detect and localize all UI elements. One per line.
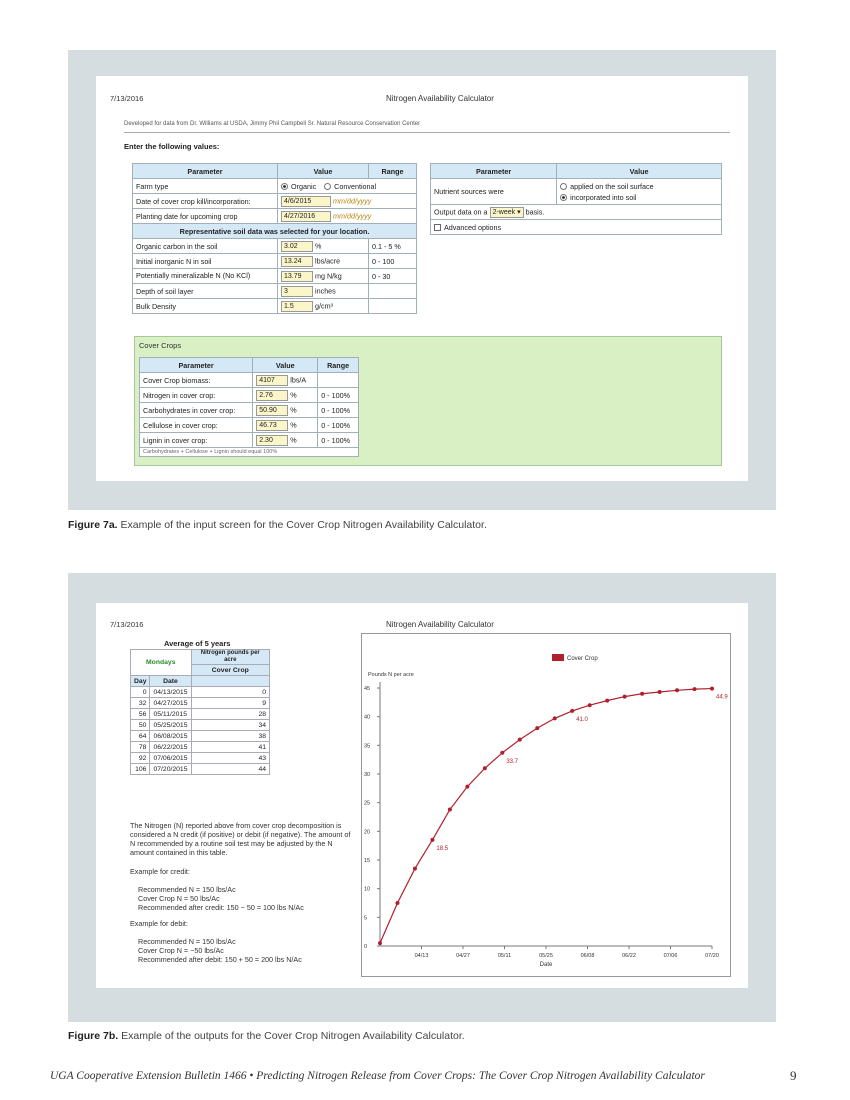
y-tick-label: 30: [364, 772, 371, 778]
range: 0 - 100%: [318, 403, 359, 418]
incorporated-radio[interactable]: [560, 194, 567, 201]
y-tick-label: 10: [364, 886, 371, 893]
day-cell: 64: [131, 731, 150, 742]
col-value: Value: [557, 164, 722, 179]
date-cell: 04/27/2015: [150, 698, 191, 709]
cover-crops-title: Cover Crops: [139, 341, 182, 350]
data-label: 44.9: [716, 694, 728, 701]
data-point: [553, 716, 557, 720]
col-parameter: Parameter: [140, 358, 253, 373]
unit: lbs/A: [290, 374, 307, 384]
n-cell: 0: [191, 687, 270, 698]
x-tick-label: 07/20: [705, 953, 719, 959]
data-point: [413, 867, 417, 871]
day-cell: 32: [131, 698, 150, 709]
day-cell: 50: [131, 720, 150, 731]
data-point: [623, 695, 627, 699]
mondays-label: Mondays: [131, 650, 192, 676]
data-point: [500, 751, 504, 755]
cover-crops-table: [139, 357, 359, 457]
farm-type-options: [278, 179, 417, 194]
table-row: [131, 753, 270, 764]
col-cover-crop: Cover Crop: [191, 665, 270, 676]
col-parameter: Parameter: [133, 164, 278, 179]
data-point: [693, 687, 697, 691]
debit-title: Example for debit:: [130, 919, 188, 928]
input-screen: [96, 76, 748, 481]
data-point: [710, 687, 714, 691]
x-tick-label: 06/08: [580, 953, 595, 959]
print-date: 7/13/2016: [110, 620, 144, 629]
unit: g/cm³: [315, 300, 333, 310]
unit: %: [290, 389, 297, 399]
table-row: [131, 709, 270, 720]
col-date: Date: [150, 676, 191, 687]
data-point: [378, 941, 382, 945]
x-tick-label: 05/25: [539, 953, 553, 959]
table-row: [131, 698, 270, 709]
x-tick-label: 06/22: [622, 953, 636, 959]
date-format-hint: mm/dd/yyyy: [333, 210, 372, 220]
output-screen: [96, 603, 748, 988]
n-cell: 28: [191, 709, 270, 720]
n-cell: 34: [191, 720, 270, 731]
unit: mg N/kg: [315, 270, 342, 280]
data-point: [640, 692, 644, 696]
y-tick-label: 5: [364, 915, 368, 922]
x-tick-label: 04/27: [456, 953, 470, 959]
debit-example: [138, 937, 302, 964]
output-options-table: [430, 163, 722, 235]
cover-crops-panel: [134, 336, 722, 466]
data-label: 18.5: [436, 845, 449, 852]
data-label: 41.0: [576, 716, 588, 723]
x-tick-label: 04/13: [414, 953, 429, 959]
caption-text: Example of the input screen for the Cover Crop Nitrogen Availability Calculator.: [120, 519, 487, 531]
credit-line: Cover Crop N = 50 lbs/Ac: [138, 894, 220, 903]
param-label: Potentially mineralizable N (No KCl): [133, 269, 278, 284]
col-value: Value: [253, 358, 318, 373]
col-range: Range: [368, 164, 416, 179]
col-value: Value: [278, 164, 369, 179]
table-row: [131, 764, 270, 775]
date-cell: 06/22/2015: [150, 742, 191, 753]
day-cell: 78: [131, 742, 150, 753]
unit: lbs/acre: [315, 255, 341, 265]
explanation-text: The Nitrogen (N) reported above from cover crop decomposition is considered a N credit (if positive) or debit (if negative). The amount of N recommended by a routine soil test may be adjusted by the N amount contained in this table.: [130, 821, 351, 857]
debit-line: Cover Crop N = −50 lbs/Ac: [138, 946, 224, 955]
day-cell: 0: [131, 687, 150, 698]
date-cell: 05/25/2015: [150, 720, 191, 731]
data-point: [675, 688, 679, 692]
kill-date-input[interactable]: 4/6/2015: [281, 196, 331, 207]
instruction: Enter the following values:: [124, 142, 220, 151]
y-tick-label: 25: [364, 800, 371, 807]
organic-label: Organic: [291, 181, 317, 191]
legend-label: Cover Crop: [567, 656, 598, 662]
organic-radio[interactable]: [281, 183, 288, 190]
y-tick-label: 15: [364, 858, 371, 864]
x-tick-label: 05/11: [497, 953, 512, 959]
col-range: Range: [318, 358, 359, 373]
planting-date-label: Planting date for upcoming crop: [133, 209, 278, 224]
data-point: [448, 808, 452, 812]
table-row: [131, 687, 270, 698]
surface-label: applied on the soil surface: [570, 181, 654, 191]
param-label: Lignin in cover crop:: [140, 433, 253, 448]
data-label: 33.7: [506, 758, 519, 765]
organic-carbon-input[interactable]: 3.02: [281, 241, 313, 252]
day-cell: 92: [131, 753, 150, 764]
y-tick-label: 45: [364, 686, 371, 692]
figure-7b-frame: [68, 573, 776, 1022]
table-title: Average of 5 years: [164, 639, 231, 648]
data-point: [395, 901, 399, 905]
credit-example: [138, 885, 304, 912]
date-cell: 05/11/2015: [150, 709, 191, 720]
data-point: [465, 785, 469, 789]
param-label: Organic carbon in the soil: [133, 239, 278, 254]
unit: %: [290, 404, 297, 414]
date-cell: 04/13/2015: [150, 687, 191, 698]
series-line: [380, 689, 712, 944]
param-label: Cover Crop biomass:: [140, 373, 253, 388]
n-cell: 43: [191, 753, 270, 764]
day-cell: 106: [131, 764, 150, 775]
inorganic-n-input[interactable]: 13.24: [281, 256, 313, 267]
param-label: Depth of soil layer: [133, 284, 278, 299]
nitrogen-output-table: [130, 649, 270, 775]
data-point: [605, 699, 609, 703]
app-title: Nitrogen Availability Calculator: [386, 620, 494, 629]
farm-type-label: Farm type: [133, 179, 278, 194]
page-footer: UGA Cooperative Extension Bulletin 1466 • Predicting Nitrogen Release from Cover Crops: The Cover Crop Nitrogen Availability Calculator: [50, 1070, 705, 1082]
incorporated-label: incorporated into soil: [570, 192, 637, 202]
n-cell: 44: [191, 764, 270, 775]
range: 0 - 100%: [318, 388, 359, 403]
y-tick-label: 20: [364, 829, 371, 836]
param-label: Initial inorganic N in soil: [133, 254, 278, 269]
cover-crops-footnote: Carbohydrates + Cellulose + Lignin should equal 100%: [140, 448, 359, 457]
unit: %: [315, 240, 322, 250]
range: [368, 299, 416, 314]
advanced-options-checkbox[interactable]: [434, 224, 441, 231]
divider: [124, 132, 730, 133]
figure-7b-caption: [68, 1030, 465, 1042]
data-point: [535, 726, 539, 730]
col-nitrogen: Nitrogen pounds per acre: [191, 650, 270, 665]
cellulose-input[interactable]: 46.73: [256, 420, 288, 431]
table-row: [131, 742, 270, 753]
unit: inches: [315, 285, 336, 295]
byline: Developed for data from Dr. Williams at USDA, Jimmy Phil Campbell Sr. Natural Resource Conservation Center: [124, 121, 421, 127]
output-basis-select[interactable]: 2-week ▾: [490, 207, 524, 218]
data-point: [430, 838, 434, 842]
date-cell: 06/08/2015: [150, 731, 191, 742]
lignin-input[interactable]: 2.30: [256, 435, 288, 446]
date-cell: 07/06/2015: [150, 753, 191, 764]
carbohydrates-input[interactable]: 50.90: [256, 405, 288, 416]
depth-input[interactable]: 3: [281, 286, 313, 297]
output-prefix: Output data on a: [434, 206, 488, 216]
param-label: Carbohydrates in cover crop:: [140, 403, 253, 418]
surface-radio[interactable]: [560, 183, 567, 190]
nitrogen-chart: [361, 633, 731, 977]
credit-line: Recommended N = 150 lbs/Ac: [138, 885, 236, 894]
data-point: [588, 703, 592, 707]
y-tick-label: 35: [364, 743, 371, 750]
table-row: [131, 731, 270, 742]
x-axis-label: Date: [539, 962, 553, 968]
table-row: [131, 720, 270, 731]
conventional-radio[interactable]: [324, 183, 331, 190]
debit-line: Recommended N = 150 lbs/Ac: [138, 937, 236, 946]
y-axis-label: Pounds N per acre: [368, 672, 414, 678]
date-format-hint: mm/dd/yyyy: [333, 195, 372, 205]
page-number: 9: [790, 1068, 797, 1083]
date-cell: 07/20/2015: [150, 764, 191, 775]
range: [368, 284, 416, 299]
data-point: [483, 766, 487, 770]
kill-date-label: Date of cover crop kill/incorporation:: [133, 194, 278, 209]
output-suffix: basis.: [525, 206, 545, 216]
soil-data-note: Representative soil data was selected for your location.: [133, 224, 417, 239]
print-date: 7/13/2016: [110, 94, 144, 103]
conventional-label: Conventional: [334, 181, 377, 191]
unit: %: [290, 434, 297, 444]
mineralizable-n-input[interactable]: 13.79: [281, 271, 313, 282]
x-tick-label: 07/06: [663, 953, 678, 959]
nitrogen-chart-svg: [362, 634, 730, 976]
data-point: [658, 690, 662, 694]
n-cell: 9: [191, 698, 270, 709]
range: 0 - 100: [368, 254, 416, 269]
nutrient-sources-label: Nutrient sources were: [431, 179, 557, 205]
figure-7a-frame: [68, 50, 776, 510]
param-label: Nitrogen in cover crop:: [140, 388, 253, 403]
bulk-density-input[interactable]: 1.5: [281, 301, 313, 312]
range: 0 - 30: [368, 269, 416, 284]
caption-text: Example of the outputs for the Cover Crop Nitrogen Availability Calculator.: [121, 1030, 465, 1042]
caption-label: Figure 7b.: [68, 1030, 119, 1042]
y-tick-label: 0: [364, 944, 368, 950]
credit-title: Example for credit:: [130, 867, 190, 876]
credit-line: Recommended after credit: 150 − 50 = 100 lbs N/Ac: [138, 903, 304, 912]
col-day: Day: [131, 676, 150, 687]
n-cell: 41: [191, 742, 270, 753]
data-point: [518, 738, 522, 742]
advanced-options-label: Advanced options: [444, 222, 502, 232]
col-parameter: Parameter: [431, 164, 557, 179]
biomass-input[interactable]: 4107: [256, 375, 288, 386]
caption-label: Figure 7a.: [68, 519, 118, 531]
range: 0 - 100%: [318, 433, 359, 448]
param-label: Bulk Density: [133, 299, 278, 314]
range: [318, 373, 359, 388]
planting-date-input[interactable]: 4/27/2016: [281, 211, 331, 222]
param-label: Cellulose in cover crop:: [140, 418, 253, 433]
unit: %: [290, 419, 297, 429]
day-cell: 56: [131, 709, 150, 720]
debit-line: Recommended after debit: 150 + 50 = 200 lbs N/Ac: [138, 955, 302, 964]
data-point: [570, 709, 574, 713]
range: 0.1 - 5 %: [368, 239, 416, 254]
range: 0 - 100%: [318, 418, 359, 433]
soil-parameters-table: [132, 163, 417, 314]
nitrogen-input[interactable]: 2.76: [256, 390, 288, 401]
legend-swatch: [552, 654, 564, 661]
figure-7a-caption: [68, 519, 487, 531]
n-cell: 38: [191, 731, 270, 742]
app-title: Nitrogen Availability Calculator: [386, 94, 494, 103]
y-tick-label: 40: [364, 714, 371, 721]
